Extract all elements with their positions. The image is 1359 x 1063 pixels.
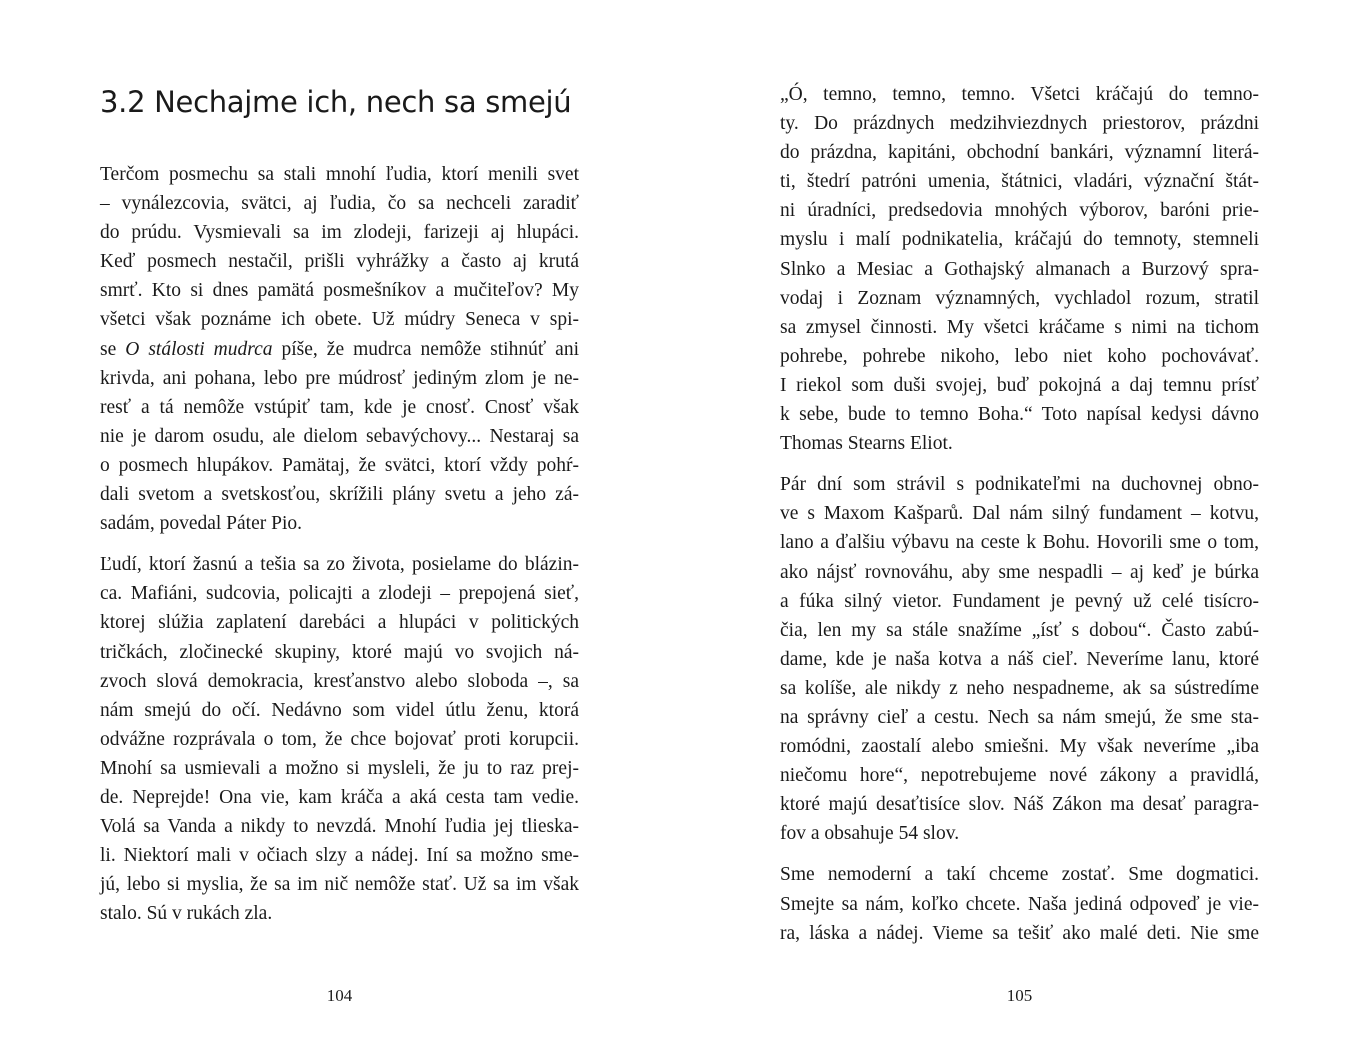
text-line: Pár dní som strávil s podnikateľmi na duchovnej obno- xyxy=(780,474,1259,496)
paragraph xyxy=(100,550,579,928)
text-line: Sme nemoderní a takí chceme zostať. Sme dogmatici. xyxy=(780,864,1259,886)
text-line: ca. Mafiáni, sudcovia, policajti a zlodeji – prepojená sieť, xyxy=(100,583,579,605)
right-page-body xyxy=(780,80,1259,960)
text-line: ra, láska a nádej. Vieme sa tešiť ako malé deti. Nie sme xyxy=(780,922,1259,944)
paragraph xyxy=(780,860,1259,947)
text-line: Terčom posmechu sa stali mnohí ľudia, ktorí menili svet xyxy=(100,164,579,185)
chapter-title: 3.2 Nechajme ich, nech sa smejú xyxy=(100,85,572,119)
text-line: do prázdna, kapitáni, obchodní bankári, významní literá- xyxy=(780,142,1259,164)
left-page xyxy=(0,0,679,1063)
text-line: li. Niektorí mali v očiach slzy a nádej. Iní sa možno sme- xyxy=(100,845,579,867)
text-line: myslu i malí podnikatelia, kráčajú do temnoty, stemneli xyxy=(780,229,1259,251)
text-line: odvážne rozprávala o tom, že chce bojovať proti korupcii. xyxy=(100,728,579,750)
text-line: o posmech hlupákov. Pamätaj, že svätci, ktorí vždy pohŕ- xyxy=(100,454,579,476)
text-line: všetci však poznáme ich obete. Už múdry Seneca v spi- xyxy=(100,309,579,331)
text-line: zvoch slová demokracia, kresťanstvo alebo sloboda –, sa xyxy=(100,670,579,692)
text-line: na správny cieľ a cestu. Nech sa nám smejú, že sme sta- xyxy=(780,706,1259,728)
text-line: Mnohí sa usmievali a možno si mysleli, že ju to raz prej- xyxy=(100,757,579,779)
text-line: fov a obsahuje 54 slov. xyxy=(780,823,960,845)
text-line: sadám, povedal Páter Pio. xyxy=(100,513,302,535)
book-title: O stálosti mudrca xyxy=(125,338,273,360)
text-line: – vynálezcovia, svätci, aj ľudia, čo sa nechceli zaradiť xyxy=(100,193,579,215)
text-line: k sebe, bude to temno Boha.“ Toto napísal kedysi dávno xyxy=(780,404,1259,426)
text-line: I riekol som duši svojej, buď pokojná a daj temnu prísť xyxy=(780,374,1259,396)
text-line: Slnko a Mesiac a Gothajský almanach a Burzový spra- xyxy=(780,258,1259,280)
text-line: a fúka silný vietor. Fundament je pevný už celé tisícro- xyxy=(780,590,1259,612)
right-page xyxy=(680,0,1359,1063)
text-line: dali svetom a svetskosťou, skrížili plány svetu a jeho zá- xyxy=(100,484,579,506)
left-page-body xyxy=(100,160,579,940)
text-line: „Ó, temno, temno, temno. Všetci kráčajú do temno- xyxy=(780,84,1259,105)
text-line: de. Neprejde! Ona vie, kam kráča a aká cesta tam vedie. xyxy=(100,786,579,808)
text-line: ty. Do prázdnych medzihviezdnych priestorov, prázdni xyxy=(780,113,1259,135)
text-line: tričkách, zločinecké skupiny, ktoré majú vo svojich ná- xyxy=(100,641,579,663)
text-line: vodaj i Zoznam významných, vychladol rozum, stratil xyxy=(780,287,1259,309)
text-segment: se xyxy=(100,338,126,360)
text-line: ktoré majú desaťtisíce slov. Náš Zákon ma desať paragra- xyxy=(780,794,1259,816)
text-line: sa kolíše, ale nikdy z neho nespadneme, ak sa sústredíme xyxy=(780,677,1259,699)
text-line: ktorej slúžia zaplatení darebáci a hlupáci v politických xyxy=(100,612,579,634)
text-line: jú, lebo si myslia, že sa im nič nemôže stať. Už sa im však xyxy=(100,874,579,896)
page-number: 105 xyxy=(1006,986,1033,1005)
text-line: dame, kde je naša kotva a náš cieľ. Neveríme lanu, ktoré xyxy=(780,648,1259,670)
text-line: do prúdu. Vysmievali sa im zlodeji, farizeji aj hlupáci. xyxy=(100,222,579,244)
text-line: nie je darom osudu, ale dielom sebavýchovy... Nestaraj sa xyxy=(100,425,579,447)
text-line: lano a ďalšiu výbavu na ceste k Bohu. Hovorili sme o tom, xyxy=(780,532,1259,554)
text-line: Smejte sa nám, koľko chcete. Naša jediná odpoveď je vie- xyxy=(780,893,1259,915)
text-segment: píše, že mudrca nemôže stihnúť ani xyxy=(272,338,579,360)
paragraph xyxy=(780,470,1259,848)
text-line: Ľudí, ktorí žasnú a tešia sa zo života, posielame do blázin- xyxy=(100,554,579,576)
paragraph xyxy=(100,160,579,538)
text-line: stalo. Sú v rukách zla. xyxy=(100,903,273,925)
text-line: nám smejú do očí. Nedávno som videl útlu ženu, ktorá xyxy=(100,699,579,721)
text-line: romódni, zaostalí alebo smiešni. My však neveríme „iba xyxy=(780,736,1259,758)
text-line: ve s Maxom Kašparů. Dal nám silný fundament – kotvu, xyxy=(780,503,1259,525)
text-line: ni úradníci, predsedovia mnohých výborov, baróni prie- xyxy=(780,200,1259,222)
text-line: ako nájsť rovnováhu, aby sme nespadli – aj keď je búrka xyxy=(780,561,1259,583)
text-line: krivda, ani pohana, lebo pre múdrosť jediným zlom je ne- xyxy=(100,367,579,389)
text-line: Keď posmech nestačil, prišli vyhrážky a často aj krutá xyxy=(100,251,579,273)
text-line: resť a tá nemôže vstúpiť tam, kde je cnosť. Cnosť však xyxy=(100,396,579,418)
text-line: sa zmysel činnosti. My všetci kráčame s nimi na tichom xyxy=(780,316,1259,338)
text-line xyxy=(100,335,579,364)
page-number: 104 xyxy=(326,986,353,1005)
text-line: niečomu hore“, nepotrebujeme nové zákony a pravidlá, xyxy=(780,765,1259,787)
text-line: pohrebe, pohrebe nikoho, lebo niet koho pochovávať. xyxy=(780,345,1259,367)
text-line: čia, len my sa stále snažíme „ísť s dobou“. Často zabú- xyxy=(780,619,1259,641)
text-line: ti, štedrí patróni umenia, štátnici, vladári, význační štát- xyxy=(780,171,1259,193)
text-line: Volá sa Vanda a nikdy to nevzdá. Mnohí ľudia jej tlieska- xyxy=(100,816,579,838)
paragraph xyxy=(780,80,1259,458)
text-line: Thomas Stearns Eliot. xyxy=(780,433,953,455)
text-line: smrť. Kto si dnes pamätá posmešníkov a mučiteľov? My xyxy=(100,280,579,302)
